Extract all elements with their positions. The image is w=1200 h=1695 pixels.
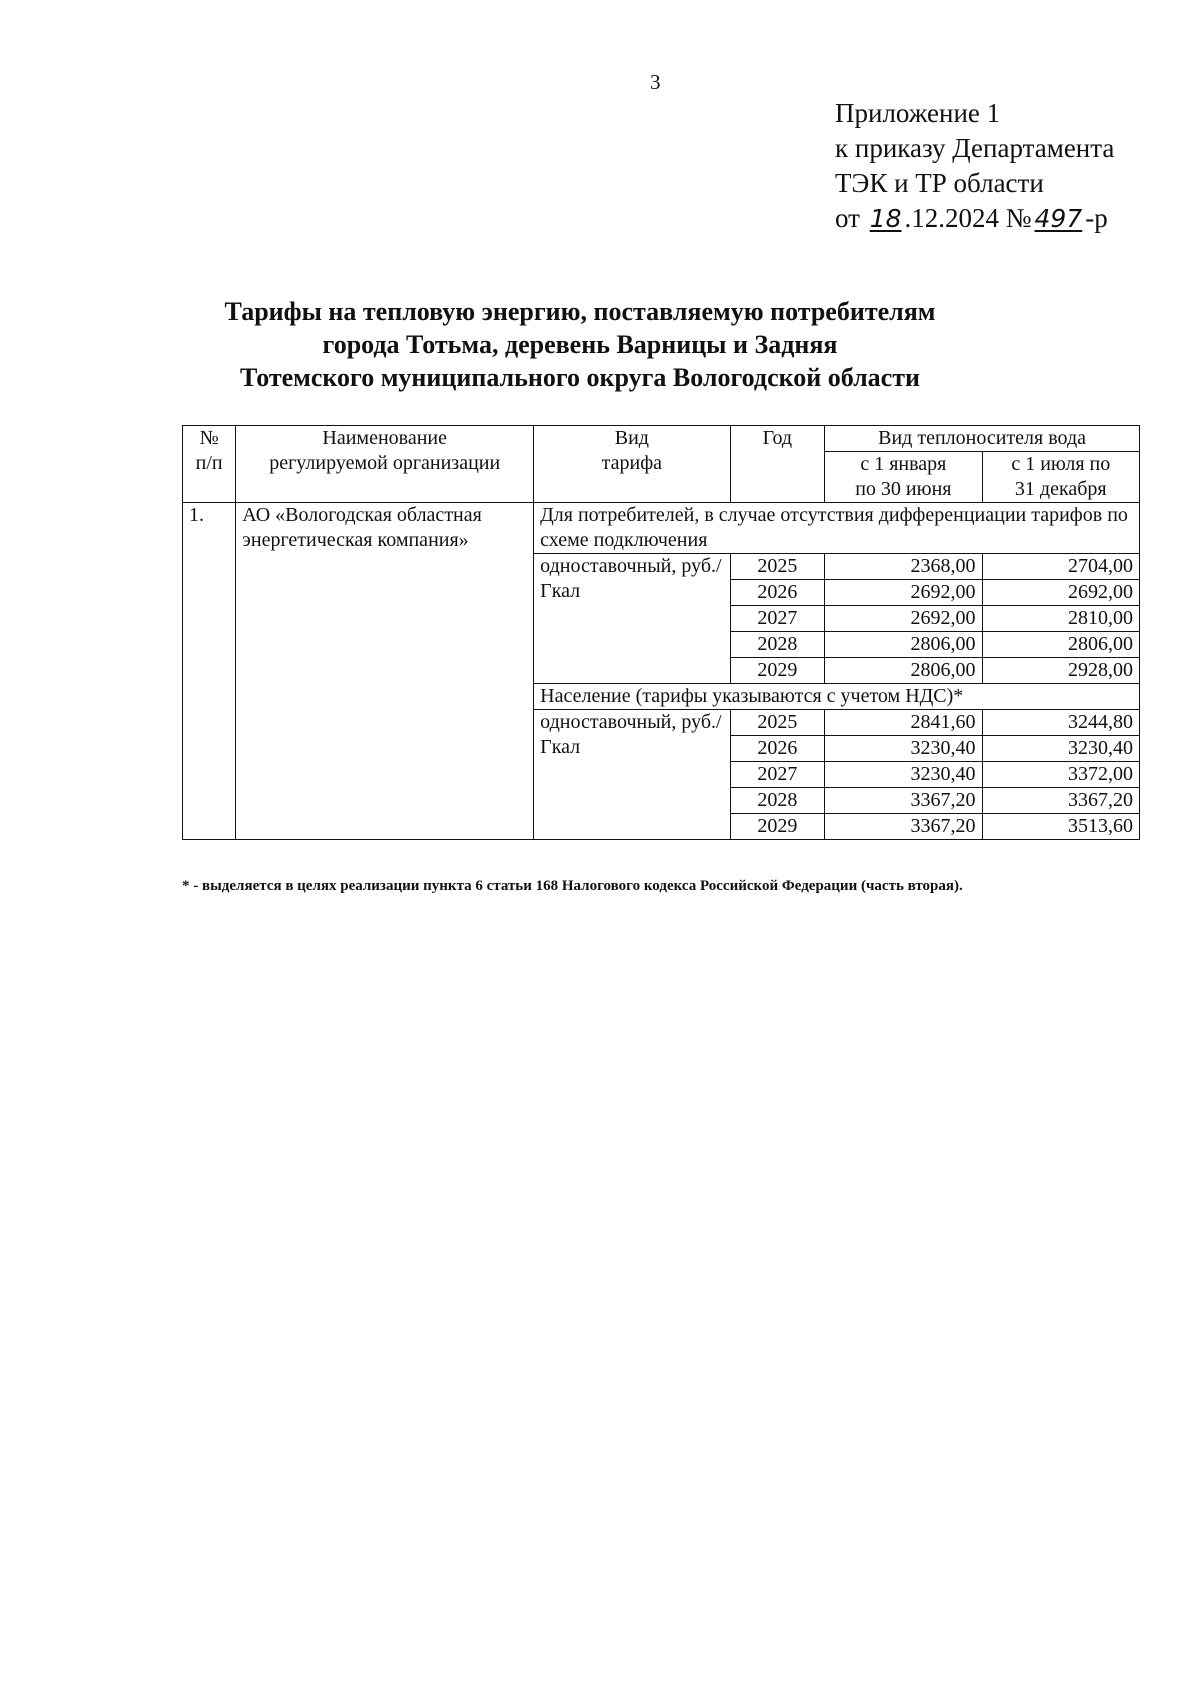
appendix-line-1: Приложение 1	[835, 98, 1001, 128]
value-second-half: 3230,40	[982, 736, 1139, 762]
tariff-kind: одноставочный, руб./Гкал	[534, 554, 730, 684]
header-tariff-kind	[534, 426, 730, 503]
header-carrier: Вид теплоносителя вода	[825, 426, 1140, 452]
header-org-line-2: регулируемой организации	[269, 452, 501, 474]
value-first-half: 3367,20	[825, 788, 982, 814]
header-period-1-line-1: с 1 января	[860, 453, 947, 475]
appendix-header	[835, 96, 1114, 236]
value-second-half: 2704,00	[982, 554, 1139, 580]
header-organization	[236, 426, 534, 503]
group-caption: Население (тарифы указываются с учетом НДС)*	[534, 684, 1140, 710]
value-first-half: 2806,00	[825, 632, 982, 658]
value-first-half: 3230,40	[825, 736, 982, 762]
value-first-half: 2806,00	[825, 658, 982, 684]
value-first-half: 2692,00	[825, 606, 982, 632]
year-cell: 2025	[730, 554, 825, 580]
year-cell: 2029	[730, 814, 825, 840]
appendix-line-2: к приказу Департамента	[835, 133, 1115, 163]
header-kind-line-2: тарифа	[601, 452, 663, 474]
value-second-half: 2928,00	[982, 658, 1139, 684]
year-cell: 2026	[730, 580, 825, 606]
value-second-half: 3513,60	[982, 814, 1139, 840]
footnote: * - выделяется в целях реализации пункта 6 статьи 168 Налогового кодекса Российской Федерации (часть вторая).	[182, 878, 963, 894]
handwritten-day: 18	[869, 204, 902, 233]
value-second-half: 3367,20	[982, 788, 1139, 814]
header-org-line-1: Наименование	[322, 427, 448, 449]
organization-name: АО «Вологодская областная энергетическая компания»	[236, 503, 534, 840]
year-cell: 2027	[730, 762, 825, 788]
title-line-2: города Тотьма, деревень Варницы и Задняя	[322, 330, 838, 359]
header-row-1	[183, 426, 1140, 452]
year-cell: 2026	[730, 736, 825, 762]
handwritten-order-number: 497	[1034, 204, 1083, 233]
year-cell: 2029	[730, 658, 825, 684]
header-kind-line-1: Вид	[614, 427, 649, 449]
value-second-half: 2692,00	[982, 580, 1139, 606]
appendix-date-line	[835, 201, 1114, 236]
header-num-line-1: №	[199, 427, 219, 449]
header-period-1-line-2: по 30 июня	[855, 478, 952, 500]
header-num	[183, 426, 236, 503]
group-caption-row	[183, 503, 1140, 554]
date-prefix: от	[835, 203, 860, 233]
group-caption: Для потребителей, в случае отсутствия дифференциации тарифов по схеме подключения	[534, 503, 1140, 554]
value-first-half: 3230,40	[825, 762, 982, 788]
header-year: Год	[730, 426, 825, 503]
date-rest: .12.2024 №	[904, 203, 1032, 233]
header-num-line-2: п/п	[195, 452, 223, 474]
value-second-half: 3372,00	[982, 762, 1139, 788]
appendix-line-3: ТЭК и ТР области	[835, 168, 1044, 198]
value-first-half: 3367,20	[825, 814, 982, 840]
value-first-half: 2841,60	[825, 710, 982, 736]
title-line-1: Тарифы на тепловую энергию, поставляемую потребителям	[224, 297, 936, 326]
page-number: 3	[650, 70, 661, 94]
document-title	[180, 295, 980, 394]
year-cell: 2025	[730, 710, 825, 736]
value-first-half: 2692,00	[825, 580, 982, 606]
value-second-half: 2810,00	[982, 606, 1139, 632]
title-line-3: Тотемского муниципального округа Вологодской области	[240, 363, 920, 392]
header-period-2-line-2: 31 декабря	[1014, 478, 1107, 500]
value-first-half: 2368,00	[825, 554, 982, 580]
row-number: 1.	[183, 503, 236, 840]
header-period-2-line-1: с 1 июля по	[1011, 453, 1111, 475]
tariff-kind: одноставочный, руб./Гкал	[534, 710, 730, 840]
value-second-half: 2806,00	[982, 632, 1139, 658]
year-cell: 2028	[730, 788, 825, 814]
header-period-2	[982, 452, 1139, 503]
header-period-1	[825, 452, 982, 503]
order-suffix: -р	[1085, 203, 1108, 233]
year-cell: 2028	[730, 632, 825, 658]
year-cell: 2027	[730, 606, 825, 632]
tariffs-table	[182, 425, 1140, 840]
value-second-half: 3244,80	[982, 710, 1139, 736]
